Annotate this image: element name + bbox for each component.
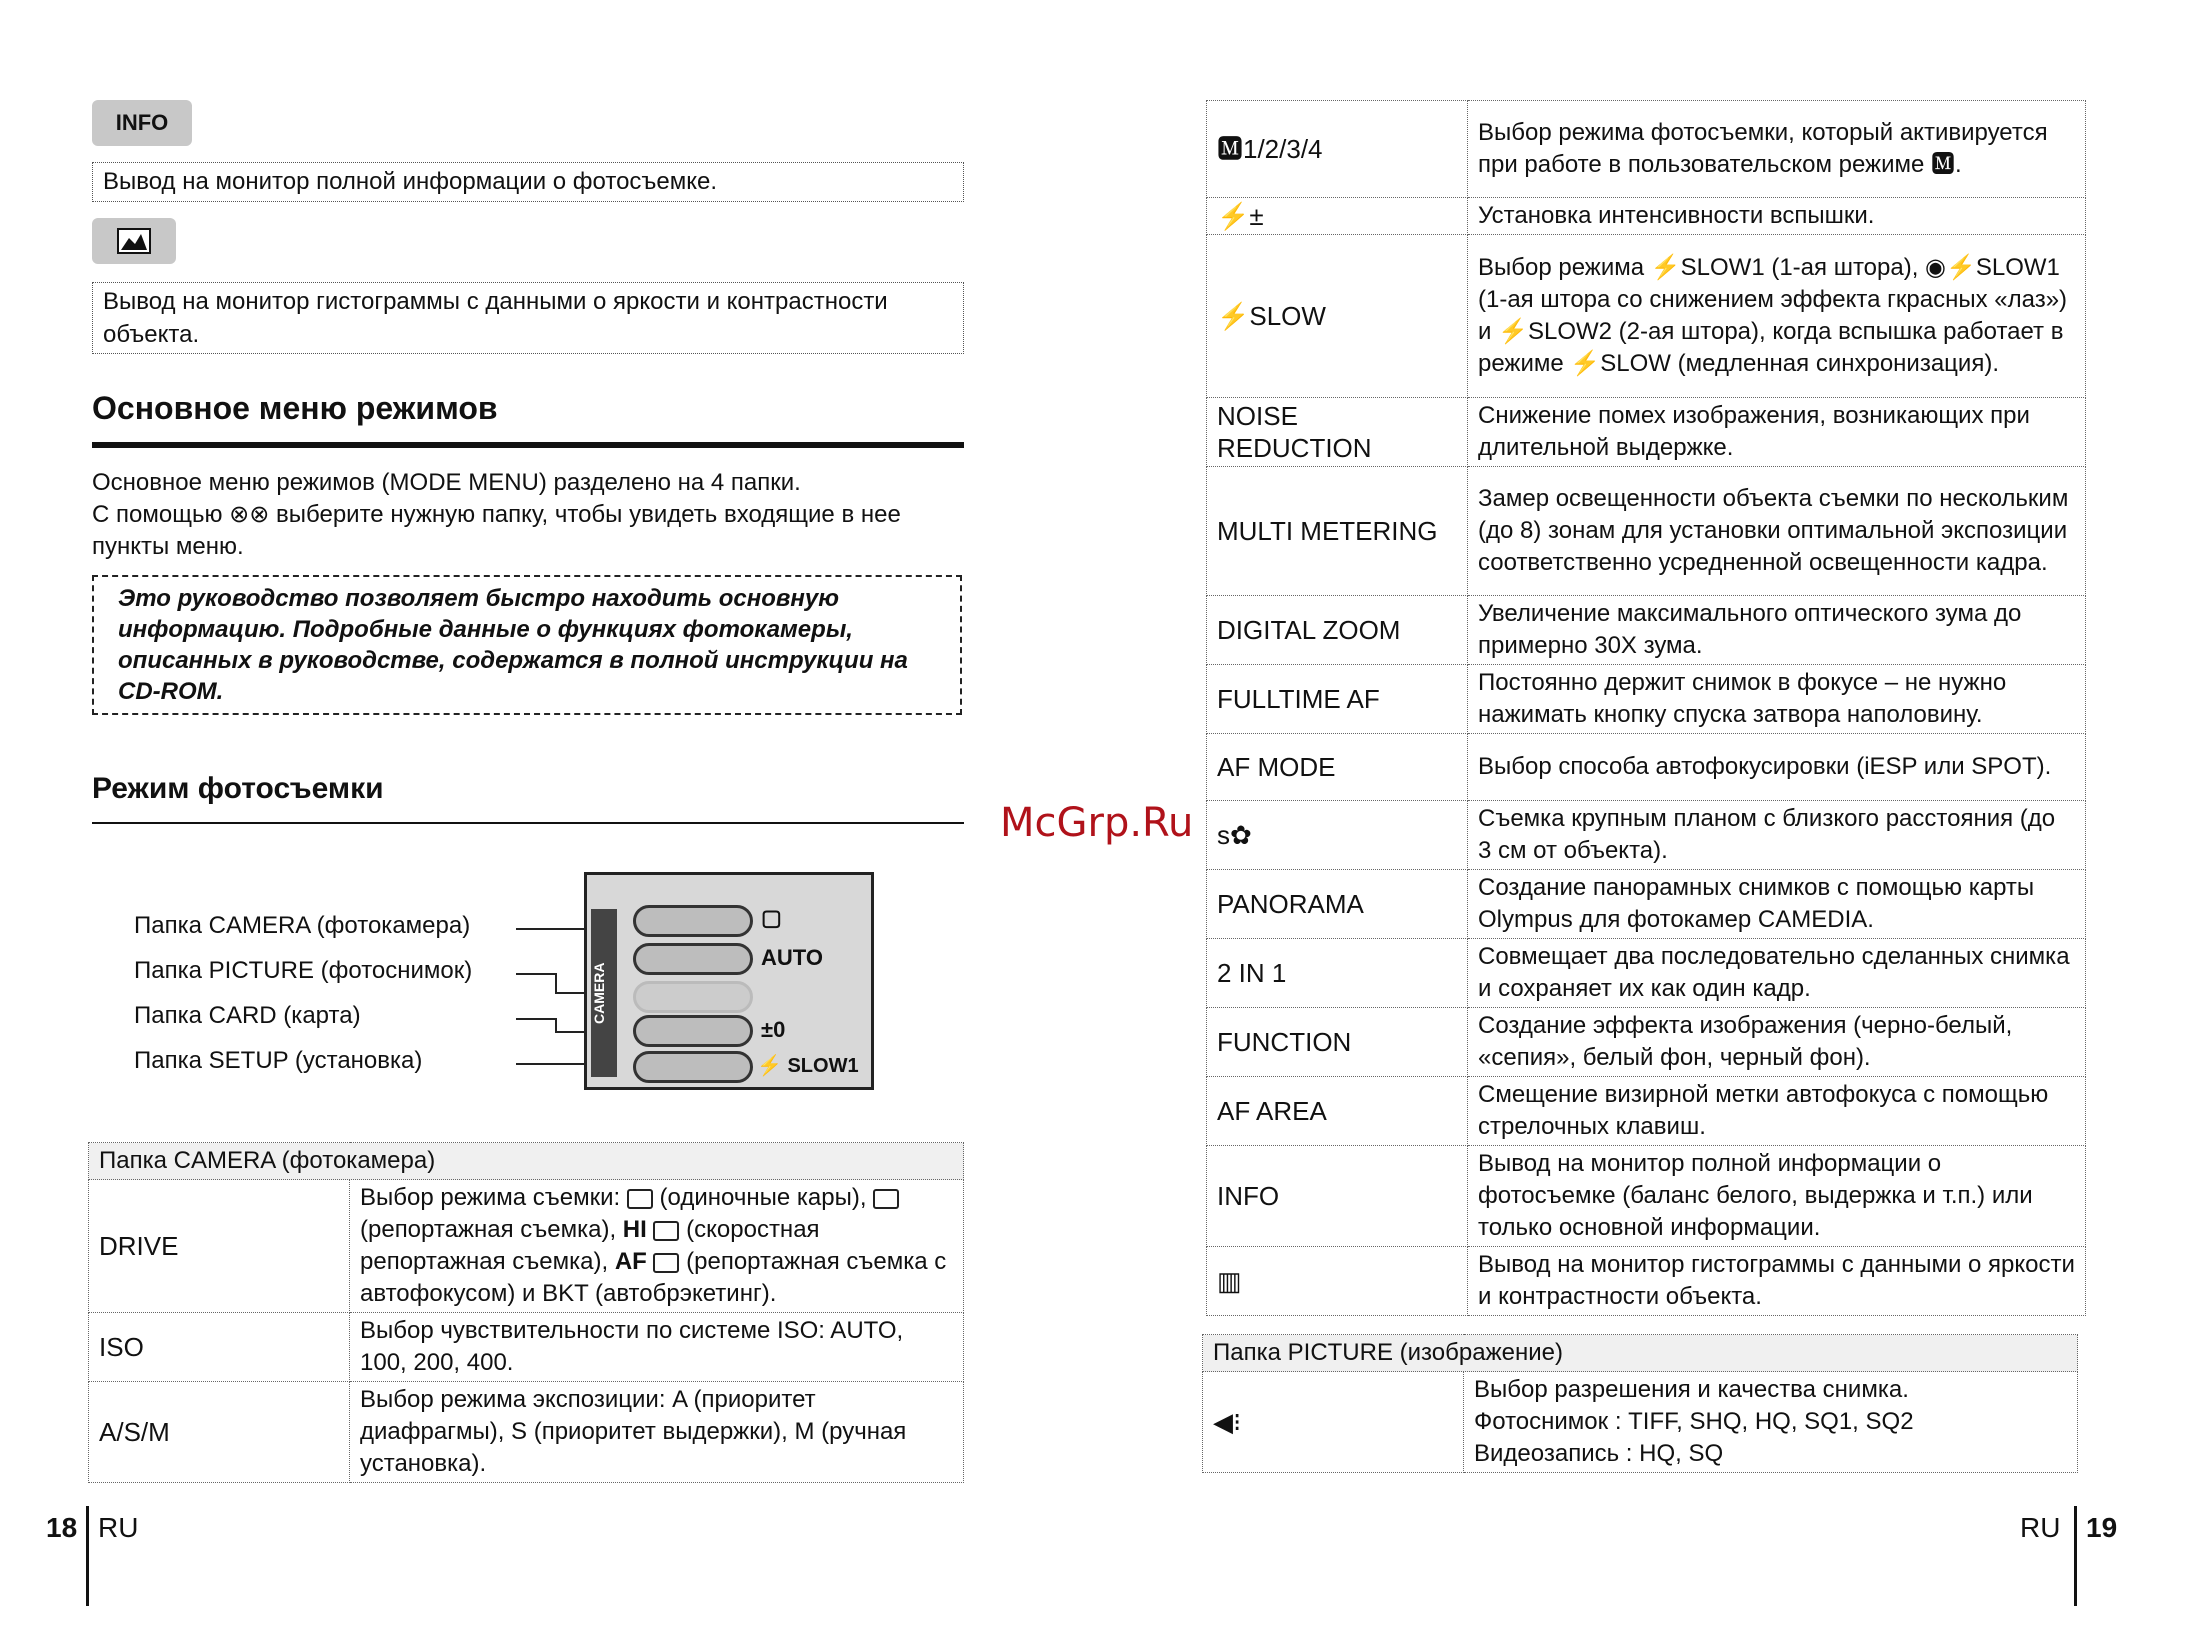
term-cell: ▥ [1207, 1247, 1468, 1316]
table-row [89, 1180, 964, 1313]
desc-cell: Выбор способа автофокусировки (iESP или SPOT). [1468, 734, 2086, 801]
desc-cell: Замер освещенности объекта съемки по нескольким (до 8) зонам для установки оптимальной экспозиции соответственно усредненной освещенности кадра. [1468, 467, 2086, 596]
table-row [1207, 1008, 2086, 1077]
intro-line-1: Основное меню режимов (MODE MENU) разделено на 4 папки. [92, 469, 801, 496]
term-cell: ⚡± [1207, 198, 1468, 235]
histogram-chip [92, 218, 176, 264]
folder-label-camera: Папка CAMERA (фотокамера) [134, 912, 471, 939]
desc-cell: Постоянно держит снимок в фокусе – не нужно нажимать кнопку спуска затвора наполовину. [1468, 665, 2086, 734]
intro-text [92, 467, 972, 563]
drive-text-5: (репортажная съемка с автофокусом) и BKT (автобрэкетинг). [360, 1248, 947, 1307]
leader-line [516, 1018, 556, 1020]
folder-label-setup: Папка SETUP (установка) [134, 1047, 423, 1074]
lcd-tab: CAMERA [591, 909, 617, 1077]
term-cell: AF MODE [1207, 734, 1468, 801]
lcd-value-exposure: ±0 [761, 1017, 786, 1042]
leader-line [555, 973, 557, 993]
term-cell: 🅼1/2/3/4 [1207, 101, 1468, 198]
table-row [1207, 235, 2086, 398]
leader-line [516, 1063, 588, 1065]
histogram-icon [117, 228, 151, 254]
term-cell: MULTI METERING [1207, 467, 1468, 596]
lcd-menu-screen [584, 872, 874, 1090]
sequential-icon [653, 1221, 679, 1241]
lcd-item-drive [633, 905, 753, 937]
note-box: Это руководство позволяет быстро находить основную информацию. Подробные данные о функциях фотокамеры, описанных в руководстве, содержатся в полной инструкции на CD-ROM. [92, 575, 962, 715]
term-cell: s✿ [1207, 801, 1468, 870]
term-cell: FULLTIME AF [1207, 665, 1468, 734]
picture-table-header: Папка PICTURE (изображение) [1203, 1335, 2078, 1372]
picture-folder-table [1202, 1334, 2078, 1473]
desc-cell: Создание эффекта изображения (черно-белый, «сепия», белый фон, черный фон). [1468, 1008, 2086, 1077]
lang-right: RU [2020, 1512, 2061, 1543]
term-cell: DIGITAL ZOOM [1207, 596, 1468, 665]
desc-iso: Выбор чувствительности по системе ISO: AUTO, 100, 200, 400. [350, 1313, 964, 1382]
table-row [1207, 665, 2086, 734]
table-row [1207, 1077, 2086, 1146]
lcd-item-iso [633, 943, 753, 975]
section-title: Основное меню режимов [92, 390, 498, 426]
desc-cell: Выбор режима ⚡SLOW1 (1-ая штора), ◉⚡SLOW1 (1-ая штора со снижением эффекта гкрасных «лаз») и ⚡SLOW2 (2-ая штора), когда вспышка работает в режиме ⚡SLOW (медленная синхронизация). [1468, 235, 2086, 398]
table-row [1207, 801, 2086, 870]
lcd-value-iso: AUTO [761, 945, 823, 970]
info-description: Вывод на монитор полной информации о фотосъемке. [92, 162, 964, 202]
term-cell: AF AREA [1207, 1077, 1468, 1146]
term-drive: DRIVE [89, 1180, 350, 1313]
desc-cell: Смещение визирной метки автофокуса с помощью стрелочных клавиш. [1468, 1077, 2086, 1146]
term-cell: PANORAMA [1207, 870, 1468, 939]
resolution-line: Выбор разрешения и качества снимка. [1474, 1376, 1909, 1403]
table-row [1207, 467, 2086, 596]
term-cell: INFO [1207, 1146, 1468, 1247]
watermark: McGrp.Ru [1000, 800, 1194, 846]
desc-cell: Снижение помех изображения, возникающих при длительной выдержке. [1468, 398, 2086, 467]
drive-text-2: (одиночные кары), [652, 1184, 874, 1211]
lcd-item-exposure [633, 1015, 753, 1047]
table-row [89, 1382, 964, 1483]
desc-cell: Установка интенсивности вспышки. [1468, 198, 2086, 235]
table-row [1207, 734, 2086, 801]
table-row [1207, 939, 2086, 1008]
term-asm: A/S/M [89, 1382, 350, 1483]
drive-text-1: Выбор режима съемки: [360, 1184, 627, 1211]
folder-label-card: Папка CARD (карта) [134, 1002, 361, 1029]
sequential-icon [873, 1189, 899, 1209]
resolution-line: Фотоснимок : TIFF, SHQ, HQ, SQ1, SQ2 [1474, 1408, 1914, 1435]
table-row [1207, 596, 2086, 665]
lcd-item-flash [633, 1051, 753, 1083]
info-chip: INFO [92, 100, 192, 146]
desc-asm: Выбор режима экспозиции: A (приоритет диафрагмы), S (приоритет выдержки), M (ручная установка). [350, 1382, 964, 1483]
desc-cell: Вывод на монитор полной информации о фотосъемке (баланс белого, выдержка и т.п.) или только основной информации. [1468, 1146, 2086, 1247]
desc-resolution [1464, 1372, 2078, 1473]
lcd-value-flash: ⚡ SLOW1 [757, 1055, 859, 1077]
camera-folder-table-continued [1206, 100, 2086, 1316]
desc-cell: Вывод на монитор гистограммы с данными о яркости и контрастности объекта. [1468, 1247, 2086, 1316]
resolution-line: Видеозапись : HQ, SQ [1474, 1440, 1724, 1467]
table-row [89, 1313, 964, 1382]
folder-label-picture: Папка PICTURE (фотоснимок) [134, 957, 473, 984]
desc-cell: Съемка крупным планом с близкого расстояния (до 3 см от объекта). [1468, 801, 2086, 870]
page-divider-left [86, 1506, 89, 1606]
term-iso: ISO [89, 1313, 350, 1382]
page-number-left: 18 [46, 1512, 78, 1543]
lcd-value-drive: ▢ [761, 905, 782, 930]
table-row [1207, 398, 2086, 467]
section-title-rule [92, 442, 964, 448]
subsection-rule [92, 822, 964, 824]
table-row [1207, 1247, 2086, 1316]
drive-text-3: (репортажная съемка), [360, 1216, 623, 1243]
desc-cell: Увеличение максимального оптического зума до примерно 30X зума. [1468, 596, 2086, 665]
af-label: AF [614, 1248, 647, 1275]
desc-cell: Выбор режима фотосъемки, который активируется при работе в пользовательском режиме 🅼. [1468, 101, 2086, 198]
sequential-icon [653, 1253, 679, 1273]
intro-line-2: С помощью ⊗⊗ выберите нужную папку, чтобы увидеть входящие в нее пункты меню. [92, 501, 901, 560]
term-cell: NOISE REDUCTION [1207, 398, 1468, 467]
leader-line [516, 973, 556, 975]
histogram-description: Вывод на монитор гистограммы с данными о яркости и контрастности объекта. [92, 282, 964, 354]
leader-line [555, 1018, 557, 1032]
camera-table-header: Папка CAMERA (фотокамера) [89, 1143, 964, 1180]
term-resolution: ◀⁝ [1203, 1372, 1464, 1473]
camera-folder-table [88, 1142, 964, 1483]
subsection-title: Режим фотосъемки [92, 772, 384, 805]
desc-cell: Совмещает два последовательно сделанных снимка и сохраняет их как один кадр. [1468, 939, 2086, 1008]
page-divider-right [2074, 1506, 2077, 1606]
table-row [1207, 1146, 2086, 1247]
term-cell: ⚡SLOW [1207, 235, 1468, 398]
term-cell: FUNCTION [1207, 1008, 1468, 1077]
page-number-right: 19 [2086, 1512, 2118, 1543]
table-row [1207, 870, 2086, 939]
desc-cell: Создание панорамных снимков с помощью карты Olympus для фотокамер CAMEDIA. [1468, 870, 2086, 939]
hi-label: HI [622, 1216, 647, 1243]
drive-text-4: (скоростная репортажная съемка), [360, 1216, 820, 1275]
leader-line [516, 928, 588, 930]
table-row [1203, 1372, 2078, 1473]
term-cell: 2 IN 1 [1207, 939, 1468, 1008]
lcd-item-empty [633, 981, 753, 1013]
table-row [1207, 198, 2086, 235]
desc-drive [350, 1180, 964, 1313]
lang-left: RU [98, 1512, 139, 1543]
table-row [1207, 101, 2086, 198]
single-frame-icon [627, 1189, 653, 1209]
